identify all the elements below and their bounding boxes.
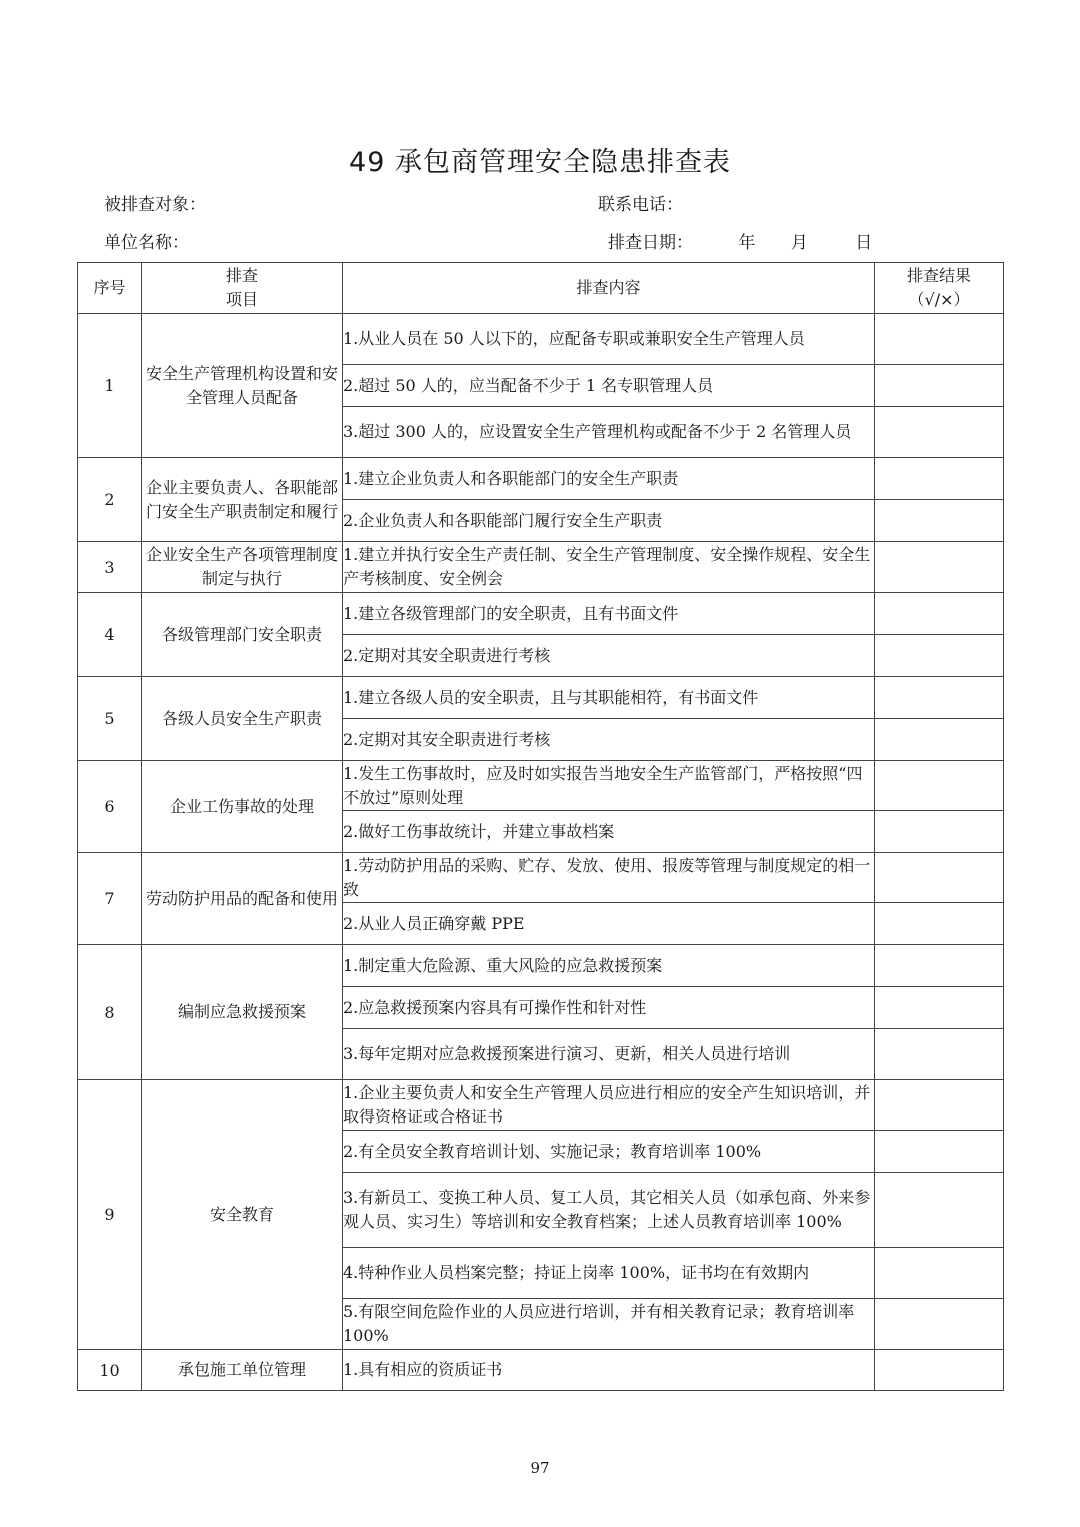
row-item: 各级人员安全生产职责 [142,677,343,761]
row-content: 3.超过 300 人的，应设置安全生产管理机构或配备不少于 2 名管理人员 [343,407,875,458]
result-cell[interactable] [875,635,1004,677]
row-content: 2.企业负责人和各职能部门履行安全生产职责 [343,500,875,542]
result-cell[interactable] [875,1350,1004,1391]
row-content: 1.建立各级管理部门的安全职责，且有书面文件 [343,593,875,635]
row-content: 1.建立各级人员的安全职责，且与其职能相符，有书面文件 [343,677,875,719]
result-cell[interactable] [875,677,1004,719]
row-content: 2.应急救援预案内容具有可操作性和针对性 [343,987,875,1029]
row-content: 4.特种作业人员档案完整；持证上岗率 100%，证书均在有效期内 [343,1248,875,1299]
row-item: 各级管理部门安全职责 [142,593,343,677]
date-field [608,228,872,253]
date-day: 日 [855,233,873,253]
row-content: 3.每年定期对应急救援预案进行演习、更新，相关人员进行培训 [343,1029,875,1080]
unit-label: 单位名称： [104,233,189,253]
table-header-row [78,263,1004,314]
result-cell[interactable] [875,500,1004,542]
row-no: 8 [78,945,142,1080]
result-cell[interactable] [875,593,1004,635]
table-row [78,1080,1004,1131]
date-month: 月 [790,233,808,253]
row-content: 1.发生工伤事故时，应及时如实报告当地安全生产监管部门，严格按照“四不放过”原则处理 [343,761,875,811]
header-result-line2: （√/×） [908,290,970,309]
row-no: 9 [78,1080,142,1350]
row-item: 企业主要负责人、各职能部门安全生产职责制定和履行 [142,458,343,542]
table-row [78,761,1004,811]
table-row [78,677,1004,719]
row-content: 3.有新员工、变换工种人员、复工人员，其它相关人员（如承包商、外来参观人员、实习生）等培训和安全教育档案；上述人员教育培训率 100% [343,1173,875,1248]
phone-label: 联系电话： [598,195,683,215]
result-cell[interactable] [875,542,1004,593]
row-content: 1.企业主要负责人和安全生产管理人员应进行相应的安全产生知识培训，并取得资格证或合格证书 [343,1080,875,1131]
result-cell[interactable] [875,1173,1004,1248]
row-no: 2 [78,458,142,542]
inspection-table [77,262,1004,1391]
row-content: 2.做好工伤事故统计，并建立事故档案 [343,811,875,853]
row-item: 安全教育 [142,1080,343,1350]
row-item: 安全生产管理机构设置和安全管理人员配备 [142,314,343,458]
row-item: 编制应急救援预案 [142,945,343,1080]
row-item: 承包施工单位管理 [142,1350,343,1391]
table-row [78,853,1004,903]
result-cell[interactable] [875,1299,1004,1350]
row-content: 5.有限空间危险作业的人员应进行培训，并有相关教育记录；教育培训率 100% [343,1299,875,1350]
row-item: 企业工伤事故的处理 [142,761,343,853]
row-content: 1.从业人员在 50 人以下的，应配备专职或兼职安全生产管理人员 [343,314,875,365]
result-cell[interactable] [875,1029,1004,1080]
row-content: 2.定期对其安全职责进行考核 [343,635,875,677]
header-content: 排查内容 [343,263,875,314]
result-cell[interactable] [875,1131,1004,1173]
header-item [142,263,343,314]
header-result-line1: 排查结果 [906,266,971,285]
row-no: 3 [78,542,142,593]
page-number: 97 [530,1459,550,1477]
result-cell[interactable] [875,853,1004,903]
header-item-line1: 排查 [225,266,258,285]
row-item: 劳动防护用品的配备和使用 [142,853,343,945]
page-title: 49 承包商管理安全隐患排查表 [349,147,731,178]
result-cell[interactable] [875,1080,1004,1131]
row-content: 1.建立企业负责人和各职能部门的安全生产职责 [343,458,875,500]
row-content: 1.建立并执行安全生产责任制、安全生产管理制度、安全操作规程、安全生产考核制度、安全例会 [343,542,875,593]
date-label: 排查日期： [608,233,693,253]
row-content: 2.超过 50 人的，应当配备不少于 1 名专职管理人员 [343,365,875,407]
header-no: 序号 [78,263,142,314]
header-result [875,263,1004,314]
result-cell[interactable] [875,314,1004,365]
date-year: 年 [738,233,756,253]
result-cell[interactable] [875,407,1004,458]
result-cell[interactable] [875,903,1004,945]
table-row [78,945,1004,987]
result-cell[interactable] [875,945,1004,987]
row-no: 10 [78,1350,142,1391]
result-cell[interactable] [875,811,1004,853]
row-no: 1 [78,314,142,458]
header-item-line2: 项目 [225,290,258,309]
row-content: 2.从业人员正确穿戴 PPE [343,903,875,945]
row-item: 企业安全生产各项管理制度制定与执行 [142,542,343,593]
row-content: 1.劳动防护用品的采购、贮存、发放、使用、报废等管理与制度规定的相一致 [343,853,875,903]
row-content: 2.有全员安全教育培训计划、实施记录；教育培训率 100% [343,1131,875,1173]
table-row [78,314,1004,365]
result-cell[interactable] [875,761,1004,811]
row-no: 4 [78,593,142,677]
row-content: 1.制定重大危险源、重大风险的应急救援预案 [343,945,875,987]
result-cell[interactable] [875,365,1004,407]
result-cell[interactable] [875,719,1004,761]
table-row [78,1350,1004,1391]
row-no: 7 [78,853,142,945]
row-content: 2.定期对其安全职责进行考核 [343,719,875,761]
row-no: 6 [78,761,142,853]
row-content: 1.具有相应的资质证书 [343,1350,875,1391]
result-cell[interactable] [875,458,1004,500]
target-label: 被排查对象： [104,195,206,215]
result-cell[interactable] [875,1248,1004,1299]
table-row [78,593,1004,635]
result-cell[interactable] [875,987,1004,1029]
table-row [78,458,1004,500]
row-no: 5 [78,677,142,761]
table-row [78,542,1004,593]
